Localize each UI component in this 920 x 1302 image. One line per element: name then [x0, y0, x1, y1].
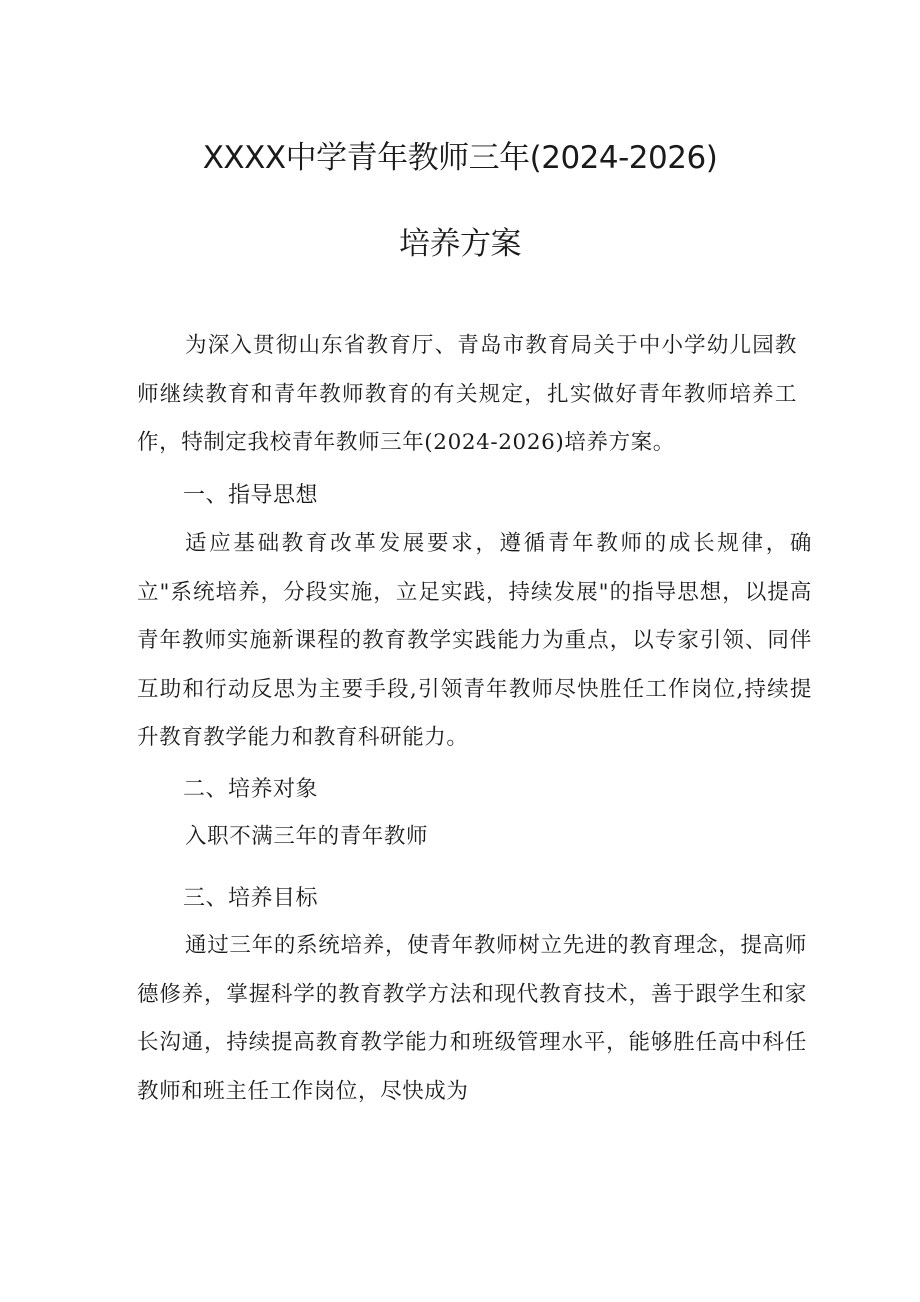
document-title-line-2: 培养方案: [399, 226, 521, 262]
section-body-training-targets: 入职不满三年的青年教师: [185, 824, 429, 849]
document-title-line-1: XXXX中学青年教师三年(2024-2026): [202, 140, 718, 176]
section-body-guiding-ideology: 适应基础教育改革发展要求，遵循青年教师的成长规律，确立"系统培养，分段实施，立足实践，持续发展"的指导思想，以提高青年教师实施新课程的教育教学实践能力为重点，以专家引领、同伴互助和行动反思为主要手段,引领青年教师尽快胜任工作岗位,持续提升教育教学能力和教育科研能力。: [137, 531, 812, 750]
section-heading-guiding-ideology: 一、指导思想: [183, 483, 319, 508]
intro-paragraph: 为深入贯彻山东省教育厅、青岛市教育局关于中小学幼儿园教师继续教育和青年教师教育的有关规定，扎实做好青年教师培养工作，特制定我校青年教师三年(2024-2026)培养方案。: [137, 333, 797, 455]
section-heading-training-targets: 二、培养对象: [183, 777, 319, 802]
section-heading-training-goals: 三、培养目标: [183, 886, 319, 911]
section-body-training-goals: 通过三年的系统培养，使青年教师树立先进的教育理念，提高师德修养，掌握科学的教育教学方法和现代教育技术，善于跟学生和家长沟通，持续提高教育教学能力和班级管理水平，能够胜任高中科任教师和班主任工作岗位，尽快成为: [137, 933, 807, 1104]
